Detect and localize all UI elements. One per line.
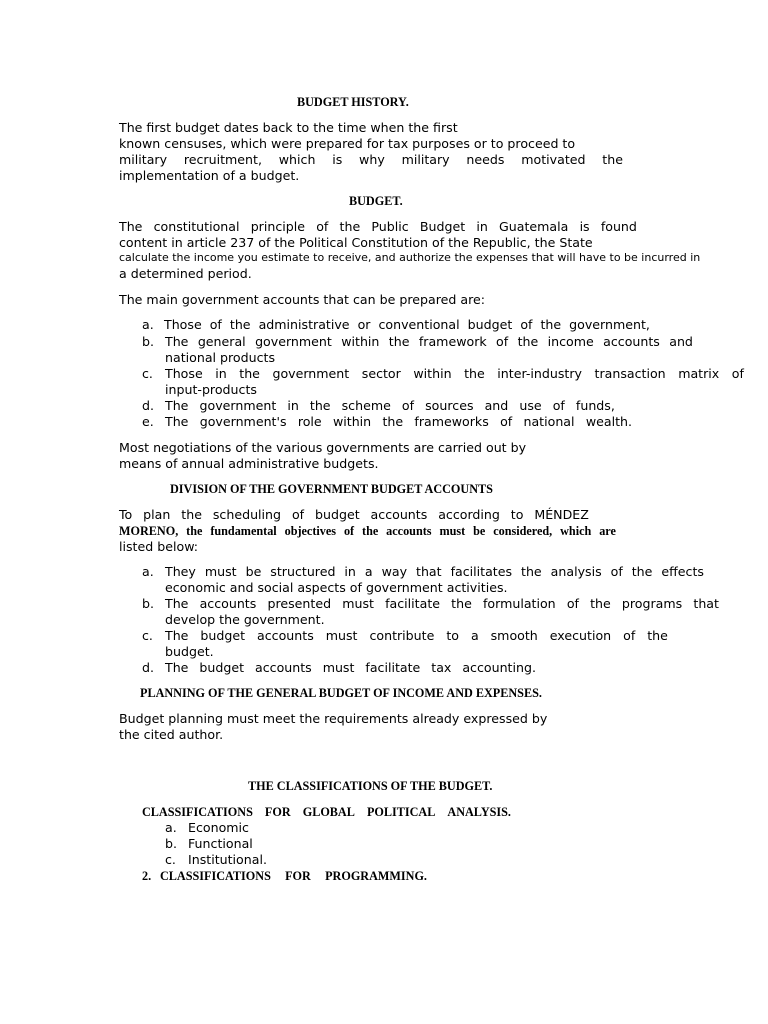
word: ANALYSIS.: [447, 805, 511, 819]
word: sector: [361, 366, 401, 381]
word: conventional: [378, 317, 460, 332]
word: The: [165, 628, 189, 643]
word: funds,: [575, 398, 615, 413]
word: The: [165, 414, 189, 429]
word: CLASSIFICATIONS: [160, 869, 271, 883]
word: of: [623, 628, 636, 643]
word: in: [344, 564, 356, 579]
word: a: [364, 564, 373, 579]
word: framework: [418, 334, 487, 349]
word: the: [362, 524, 379, 538]
word: GLOBAL: [302, 805, 355, 819]
word: MÉNDEZ: [534, 507, 589, 522]
word: according: [438, 507, 500, 522]
word: accounts: [199, 596, 257, 611]
paragraph-line: means of annual administrative budgets.: [119, 456, 379, 471]
word: sources: [425, 398, 474, 413]
word: accounts: [386, 524, 432, 538]
word: facilitate: [365, 660, 421, 675]
list-marker: d.: [142, 660, 154, 675]
word: The: [165, 398, 189, 413]
word: The: [119, 219, 143, 234]
heading-division: DIVISION OF THE GOVERNMENT BUDGET ACCOUNTS: [170, 482, 493, 496]
list-item: Functional: [188, 836, 253, 851]
paragraph-line: Most negotiations of the various governments are carried out by: [119, 440, 527, 455]
list-item-continuation: economic and social aspects of government activities.: [165, 580, 508, 595]
word: fundamental: [210, 524, 277, 538]
list-item-continuation: budget.: [165, 644, 214, 659]
list-item: Institutional.: [188, 852, 267, 867]
word: the: [388, 334, 410, 349]
word: to: [446, 628, 459, 643]
word: They: [165, 564, 196, 579]
list-item: Economic: [188, 820, 249, 835]
list-marker: c.: [165, 852, 176, 867]
word: or: [357, 317, 371, 332]
word: frameworks: [414, 414, 489, 429]
word: of: [316, 219, 329, 234]
word: that: [416, 564, 442, 579]
word: formulation: [482, 596, 556, 611]
word: of: [610, 564, 623, 579]
list-item: [165, 564, 704, 580]
word: accounts: [603, 334, 660, 349]
word: of: [209, 317, 222, 332]
paragraph-line: a determined period.: [119, 266, 252, 281]
word: of: [343, 524, 355, 538]
word: that: [693, 596, 719, 611]
word: Those: [164, 317, 202, 332]
word: wealth.: [585, 414, 632, 429]
list-item: [164, 317, 650, 333]
word: the: [464, 366, 485, 381]
paragraph-line: content in article 237 of the Political Constitution of the Republic, the State: [119, 235, 593, 250]
word: the: [186, 524, 203, 538]
word: which: [278, 152, 316, 167]
word: the: [309, 398, 331, 413]
word: the: [451, 596, 472, 611]
word: must: [322, 660, 355, 675]
word: which: [560, 524, 592, 538]
word: inter-industry: [497, 366, 582, 381]
word: Those: [165, 366, 203, 381]
word: of: [496, 334, 509, 349]
word: needs: [466, 152, 505, 167]
word: government,: [569, 317, 650, 332]
word: must: [439, 524, 466, 538]
paragraph-line: [119, 152, 623, 168]
list-marker: e.: [142, 414, 154, 429]
word: why: [359, 152, 385, 167]
word: POLITICAL: [366, 805, 436, 819]
word: motivated: [521, 152, 586, 167]
word: of: [500, 414, 513, 429]
list-marker: a.: [165, 820, 177, 835]
word: be: [245, 564, 262, 579]
word: matrix: [678, 366, 720, 381]
word: contribute: [369, 628, 435, 643]
word: the: [590, 596, 611, 611]
word: and: [484, 398, 509, 413]
word: of: [401, 398, 415, 413]
word: government: [255, 334, 332, 349]
word: the: [239, 366, 260, 381]
list-marker: d.: [142, 398, 154, 413]
word: of: [291, 507, 305, 522]
word: The: [165, 660, 189, 675]
list-item: [165, 366, 744, 382]
word: programs: [621, 596, 683, 611]
heading-budget: BUDGET.: [349, 194, 403, 208]
word: budget: [314, 507, 360, 522]
paragraph-line: the cited author.: [119, 727, 224, 742]
paragraph-line: [119, 219, 637, 235]
word: and: [669, 334, 693, 349]
list-item-continuation: input-products: [165, 382, 257, 397]
word: the: [521, 564, 542, 579]
word: scheme: [341, 398, 391, 413]
subheading-programming: [160, 868, 427, 884]
paragraph-line: [119, 507, 589, 523]
word: FOR: [285, 869, 311, 883]
word: are: [599, 524, 616, 538]
word: accounts: [255, 660, 312, 675]
word: The: [165, 334, 189, 349]
word: accounting.: [462, 660, 536, 675]
list-marker: a.: [142, 564, 154, 579]
word: is: [332, 152, 343, 167]
word: must: [342, 596, 374, 611]
word: the: [181, 507, 202, 522]
word: is: [579, 219, 590, 234]
word: use: [519, 398, 542, 413]
list-marker: a.: [142, 317, 154, 332]
word: military: [119, 152, 168, 167]
word: the: [229, 317, 251, 332]
word: government: [199, 398, 277, 413]
list-marker: b.: [142, 596, 154, 611]
list-item-continuation: national products: [165, 350, 276, 365]
word: facilitate: [385, 596, 441, 611]
word: smooth: [490, 628, 538, 643]
word: CLASSIFICATIONS: [142, 805, 253, 819]
list-item: [165, 660, 536, 676]
word: of: [552, 398, 565, 413]
word: accounts: [370, 507, 428, 522]
list-item: [165, 398, 615, 414]
word: budget: [467, 317, 513, 332]
list-marker: 2.: [142, 869, 152, 883]
paragraph-line: known censuses, which were prepared for tax purposes or to proceed to: [119, 136, 576, 151]
word: FOR: [264, 805, 291, 819]
word: execution: [549, 628, 612, 643]
word: must: [204, 564, 237, 579]
heading-classifications: THE CLASSIFICATIONS OF THE BUDGET.: [248, 779, 493, 793]
list-marker: c.: [142, 628, 153, 643]
word: government: [272, 366, 350, 381]
word: military: [401, 152, 450, 167]
word: the: [382, 414, 404, 429]
word: transaction: [594, 366, 666, 381]
list-item: [165, 628, 668, 644]
word: of: [731, 366, 744, 381]
word: effects: [661, 564, 704, 579]
word: tax: [431, 660, 452, 675]
word: the: [339, 219, 361, 234]
word: analysis: [550, 564, 602, 579]
word: to: [510, 507, 524, 522]
word: role: [297, 414, 322, 429]
word: general: [197, 334, 246, 349]
word: in: [476, 219, 488, 234]
word: be: [473, 524, 486, 538]
word: The: [165, 596, 189, 611]
word: the: [631, 564, 653, 579]
word: government's: [199, 414, 287, 429]
word: accounts: [257, 628, 314, 643]
list-marker: c.: [142, 366, 153, 381]
word: facilitates: [450, 564, 513, 579]
word: recruitment,: [183, 152, 262, 167]
heading-budget-history: BUDGET HISTORY.: [297, 95, 409, 109]
subheading-global-analysis: [142, 804, 511, 820]
heading-planning: PLANNING OF THE GENERAL BUDGET OF INCOME AND EXPENSES.: [140, 686, 542, 700]
word: plan: [143, 507, 171, 522]
word: within: [332, 414, 372, 429]
list-marker: b.: [142, 334, 154, 349]
word: income: [547, 334, 594, 349]
word: within: [413, 366, 452, 381]
word: within: [341, 334, 380, 349]
word: Public: [371, 219, 409, 234]
word: To: [119, 507, 133, 522]
word: a: [470, 628, 479, 643]
word: administrative: [258, 317, 350, 332]
word: in: [215, 366, 227, 381]
word: the: [540, 317, 562, 332]
word: of: [520, 317, 533, 332]
word: budget: [199, 660, 245, 675]
word: of: [566, 596, 579, 611]
word: budget: [200, 628, 246, 643]
word: objectives: [284, 524, 337, 538]
word: found: [600, 219, 637, 234]
word: Budget: [419, 219, 466, 234]
paragraph-line: implementation of a budget.: [119, 168, 300, 183]
word: the: [647, 628, 668, 643]
paragraph-line: listed below:: [119, 539, 199, 554]
word: structured: [270, 564, 336, 579]
word: Guatemala: [499, 219, 569, 234]
list-item-continuation: develop the government.: [165, 612, 325, 627]
word: the: [602, 152, 623, 167]
word: scheduling: [212, 507, 282, 522]
word: MORENO,: [119, 524, 179, 538]
list-item: [165, 334, 693, 350]
paragraph-line: The main government accounts that can be prepared are:: [119, 292, 485, 307]
word: PROGRAMMING.: [325, 869, 427, 883]
list-item: [165, 596, 719, 612]
paragraph-line: [119, 523, 616, 539]
list-marker: b.: [165, 836, 177, 851]
word: considered,: [493, 524, 553, 538]
word: national: [523, 414, 575, 429]
paragraph-line: calculate the income you estimate to receive, and authorize the expenses that will have to be incurred in: [119, 251, 701, 264]
word: the: [517, 334, 539, 349]
paragraph-line: Budget planning must meet the requirements already expressed by: [119, 711, 548, 726]
word: in: [287, 398, 299, 413]
word: way: [381, 564, 408, 579]
paragraph-line: The first budget dates back to the time when the first: [119, 120, 458, 135]
list-item: [165, 414, 632, 430]
word: must: [325, 628, 358, 643]
word: constitutional: [153, 219, 240, 234]
word: principle: [250, 219, 306, 234]
word: presented: [267, 596, 332, 611]
